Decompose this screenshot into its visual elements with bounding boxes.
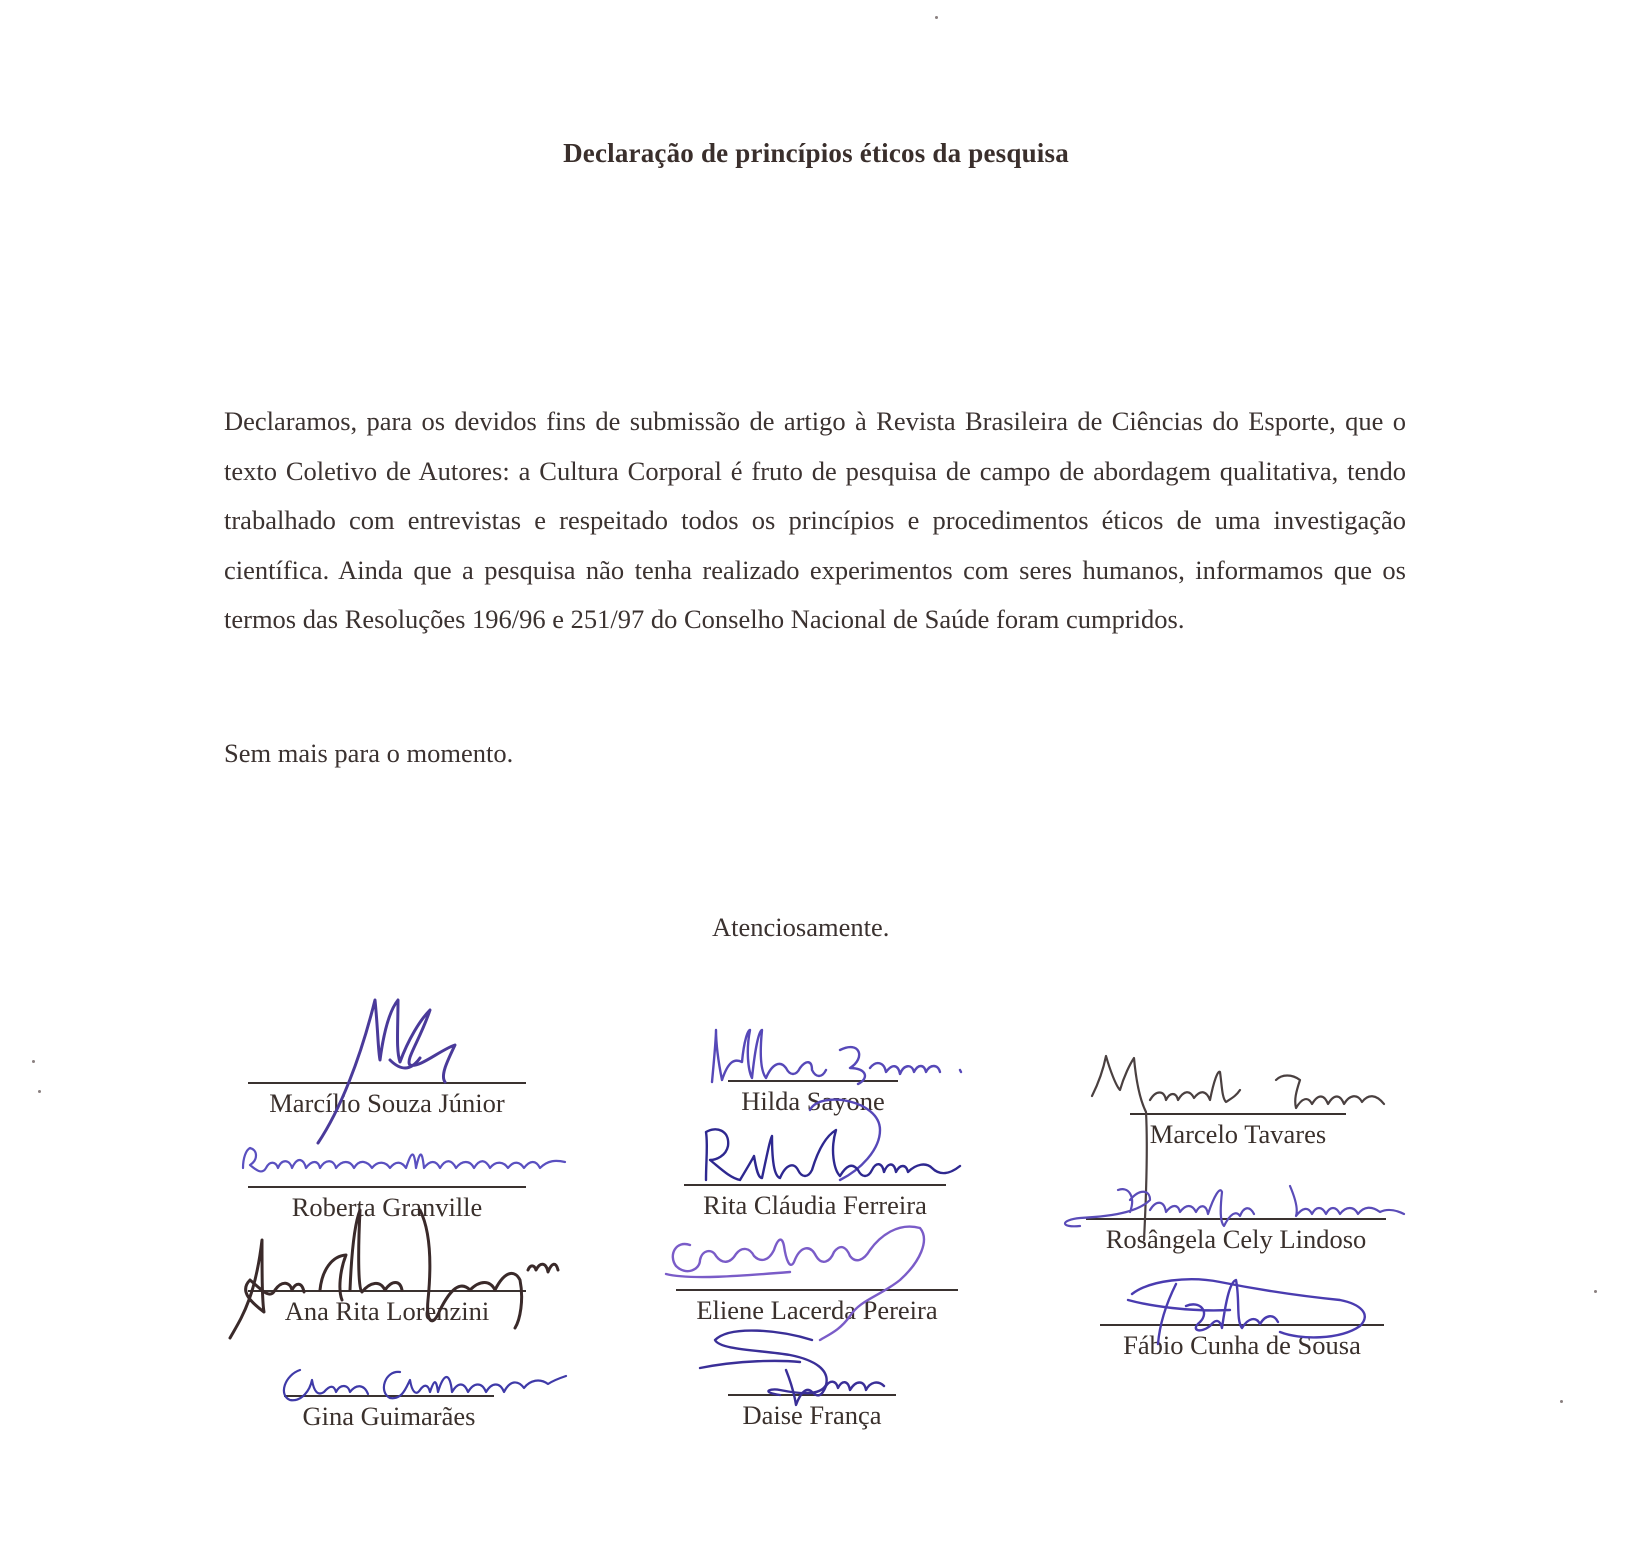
signature-block-hilda — [728, 1080, 898, 1116]
signatory-name: Marcílio Souza Júnior — [269, 1088, 505, 1118]
declaration-paragraph: Declaramos, para os devidos fins de submissão de artigo à Revista Brasileira de Ciências do Esporte, que o texto Coletivo de Autores: a Cultura Corporal é fruto de pesquisa de campo de abordagem qualitativa, tendo trabalhado com entrevistas e respeitado todos os princípios e procedimentos éticos de uma investigação científica. Ainda que a pesquisa não tenha realizado experimentos com seres humanos, informamos que os termos das Resoluções 196/96 e 251/97 do Conselho Nacional de Saúde foram cumpridos. — [224, 406, 1406, 634]
signature-line — [1130, 1113, 1346, 1115]
signature-line — [728, 1080, 898, 1082]
signature-block-marcilio — [248, 1082, 526, 1118]
signature-block-ana-rita — [248, 1290, 526, 1326]
signature-line — [676, 1289, 958, 1291]
signature-block-marcelo — [1130, 1113, 1346, 1149]
signature-block-eliene — [676, 1289, 958, 1325]
signatory-name: Hilda Sayone — [741, 1086, 885, 1116]
scan-speck — [1560, 1400, 1563, 1403]
signature-roberta — [243, 1148, 565, 1171]
signatory-name: Fábio Cunha de Sousa — [1123, 1330, 1361, 1360]
signature-block-fabio — [1100, 1324, 1384, 1360]
signature-block-daise — [728, 1394, 896, 1430]
signature-line — [248, 1082, 526, 1084]
signature-line — [284, 1395, 494, 1397]
signature-line — [248, 1186, 526, 1188]
signature-block-roberta — [248, 1186, 526, 1222]
signatory-name: Rita Cláudia Ferreira — [703, 1190, 927, 1220]
document-title: Declaração de princípios éticos da pesquisa — [563, 138, 1069, 168]
signatory-name: Ana Rita Lorenzini — [284, 1296, 490, 1326]
regards-line: Atenciosamente. — [712, 912, 890, 942]
scan-speck — [38, 1090, 41, 1093]
signatory-name: Gina Guimarães — [302, 1401, 476, 1431]
signature-line — [1100, 1324, 1384, 1326]
signature-block-rita-claudia — [684, 1184, 946, 1220]
signature-marcilio — [318, 1000, 455, 1143]
signature-rita-claudia — [706, 1129, 960, 1180]
signatory-name: Eliene Lacerda Pereira — [696, 1295, 938, 1325]
signatory-name: Marcelo Tavares — [1149, 1119, 1327, 1149]
signature-line — [684, 1184, 946, 1186]
signatory-name: Daise França — [742, 1400, 882, 1430]
scan-speck — [935, 16, 938, 19]
signature-line — [248, 1290, 526, 1292]
signatory-name: Rosângela Cely Lindoso — [1105, 1224, 1367, 1254]
signature-line — [1086, 1218, 1386, 1220]
signature-block-gina — [284, 1395, 494, 1431]
scan-speck — [32, 1060, 35, 1063]
closing-line: Sem mais para o momento. — [224, 738, 514, 768]
scan-speck — [1594, 1290, 1597, 1293]
signatory-name: Roberta Granville — [291, 1192, 483, 1222]
signature-line — [728, 1394, 896, 1396]
signature-block-rosangela — [1086, 1218, 1386, 1254]
